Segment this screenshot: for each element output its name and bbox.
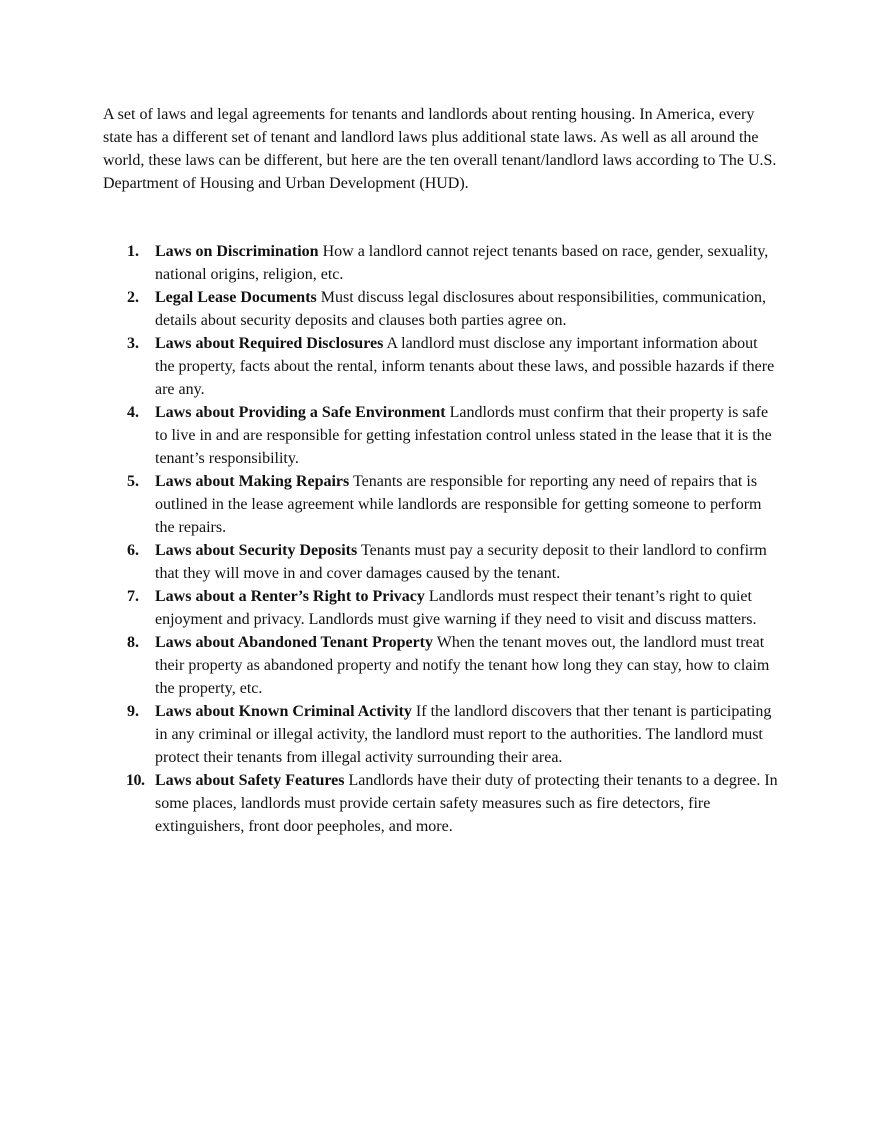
law-item xyxy=(127,286,780,332)
law-title: Legal Lease Documents xyxy=(155,289,317,306)
law-number: 8. xyxy=(127,634,139,651)
law-item xyxy=(127,539,780,585)
law-number: 7. xyxy=(127,588,139,605)
law-description: Landlords must confirm that their property is safe to live in and are responsible for getting infestation control unless stated in the lease that it is the tenant’s responsibility. xyxy=(155,404,772,467)
law-description: A landlord must disclose any important information about the property, facts about the rental, inform tenants about these laws, and possible hazards if there are any. xyxy=(155,335,775,398)
law-description: Landlords must respect their tenant’s right to quiet enjoyment and privacy. Landlords must give warning if they need to visit and discuss matters. xyxy=(155,588,757,628)
law-item xyxy=(127,401,780,470)
law-item xyxy=(127,700,780,769)
law-item xyxy=(126,769,780,838)
law-description: Landlords have their duty of protecting their tenants to a degree. In some places, landlords must provide certain safety measures such as fire detectors, fire extinguishers, front door peepholes, and more. xyxy=(155,772,778,835)
law-number: 1. xyxy=(127,243,139,260)
law-description: When the tenant moves out, the landlord must treat their property as abandoned property and notify the tenant how long they can stay, how to claim the property, etc. xyxy=(155,634,770,697)
law-title: Laws about Safety Features xyxy=(155,772,345,789)
law-description: How a landlord cannot reject tenants based on race, gender, sexuality, national origins, religion, etc. xyxy=(155,243,769,283)
law-description: Tenants must pay a security deposit to their landlord to confirm that they will move in and cover damages caused by the tenant. xyxy=(155,542,767,582)
law-description: If the landlord discovers that ther tenant is participating in any criminal or illegal activity, the landlord must report to the authorities. The landlord must protect their tenants from illegal activity surrounding their area. xyxy=(155,703,772,766)
law-title: Laws about Providing a Safe Environment xyxy=(155,404,446,421)
law-title: Laws about Security Deposits xyxy=(155,542,358,559)
law-item xyxy=(127,240,780,286)
law-description: Must discuss legal disclosures about responsibilities, communication, details about security deposits and clauses both parties agree on. xyxy=(155,289,767,329)
intro-paragraph: A set of laws and legal agreements for tenants and landlords about renting housing. In America, every state has a different set of tenant and landlord laws plus additional state laws. As well as all around the world, these laws can be different, but here are the ten overall tenant/landlord laws according to The U.S. Department of Housing and Urban Development (HUD). xyxy=(103,106,777,192)
law-title: Laws about Abandoned Tenant Property xyxy=(155,634,433,651)
law-title: Laws about a Renter’s Right to Privacy xyxy=(155,588,425,605)
law-description: Tenants are responsible for reporting any need of repairs that is outlined in the lease agreement while landlords are responsible for getting someone to perform the repairs. xyxy=(155,473,762,536)
law-item xyxy=(127,470,780,539)
law-number: 3. xyxy=(127,335,139,352)
law-number: 10. xyxy=(126,772,145,789)
law-number: 4. xyxy=(127,404,139,421)
law-title: Laws about Making Repairs xyxy=(155,473,350,490)
law-number: 2. xyxy=(127,289,139,306)
law-number: 5. xyxy=(127,473,139,490)
law-title: Laws on Discrimination xyxy=(155,243,319,260)
law-number: 9. xyxy=(127,703,139,720)
law-item xyxy=(127,631,780,700)
law-list xyxy=(126,240,780,838)
law-title: Laws about Required Disclosures xyxy=(155,335,384,352)
law-item xyxy=(127,585,780,631)
law-item xyxy=(127,332,780,401)
law-number: 6. xyxy=(127,542,139,559)
law-title: Laws about Known Criminal Activity xyxy=(155,703,412,720)
